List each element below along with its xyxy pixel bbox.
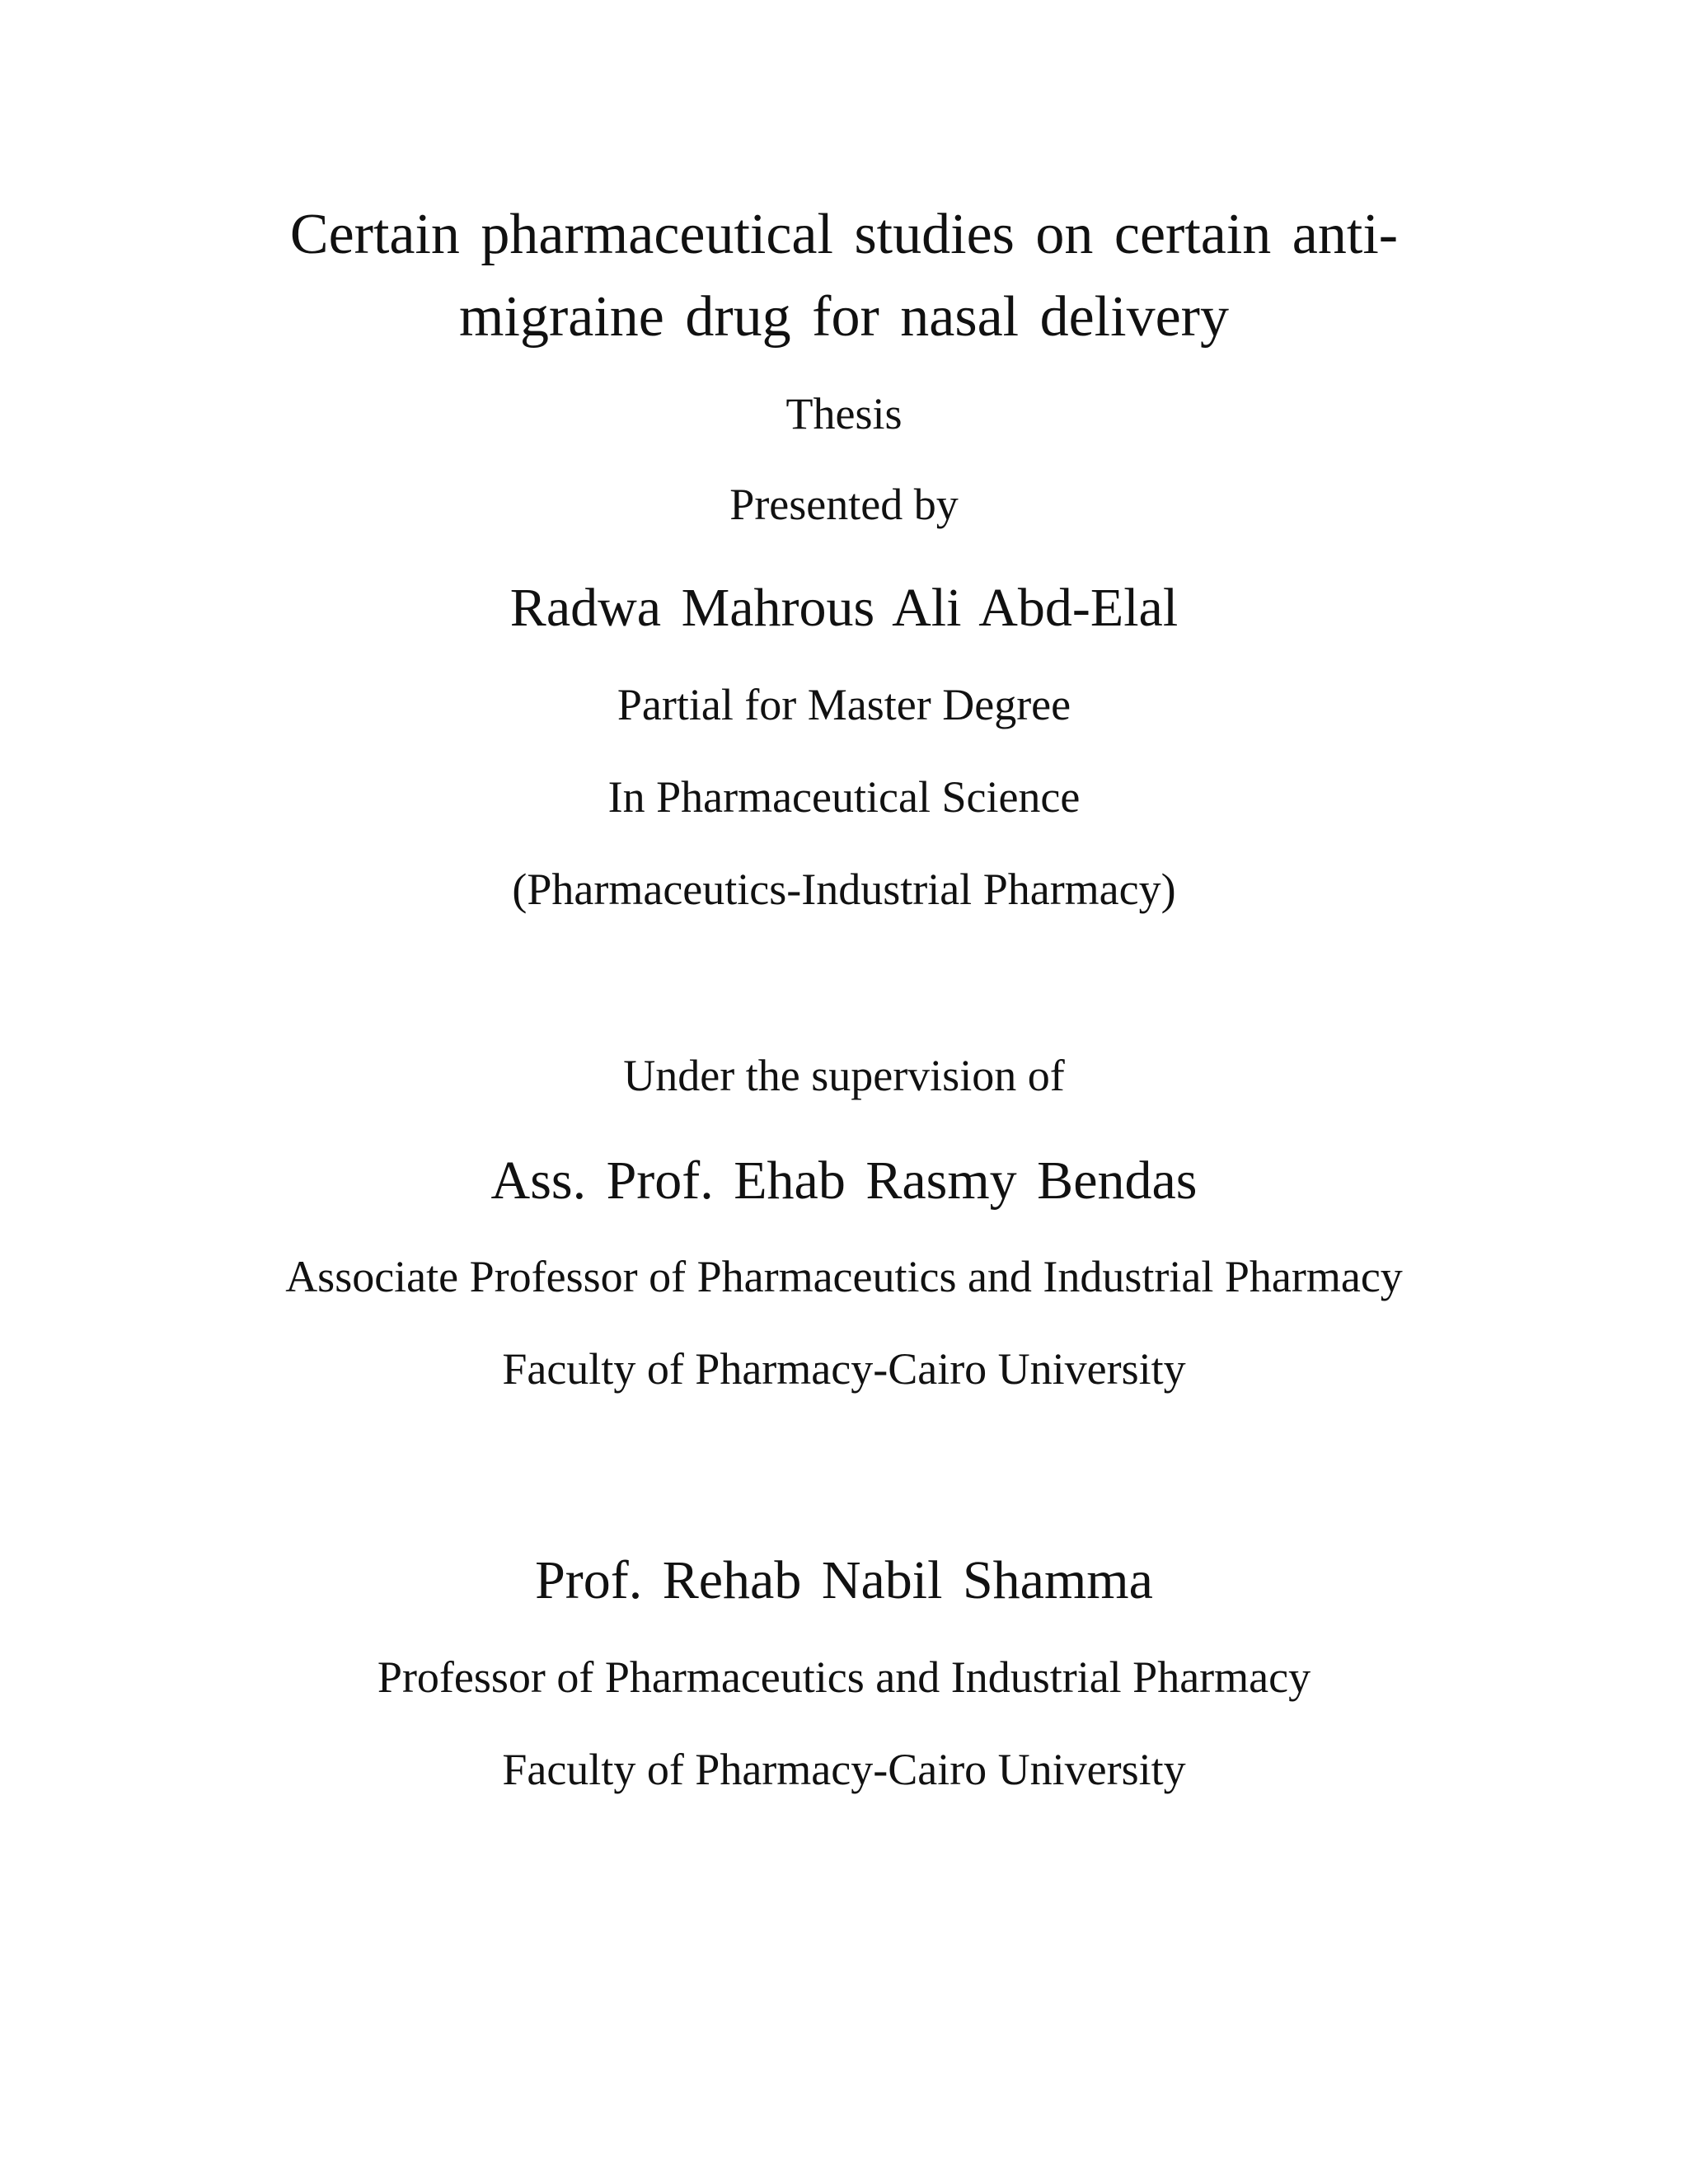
supervisor-1-position: Associate Professor of Pharmaceutics and Industrial Pharmacy: [285, 1252, 1403, 1301]
supervisor-2-affiliation: Faculty of Pharmacy-Cairo University: [502, 1745, 1186, 1794]
degree-line-3: (Pharmaceutics-Industrial Pharmacy): [512, 865, 1176, 914]
degree-line-2: In Pharmaceutical Science: [607, 772, 1081, 822]
supervision-intro: Under the supervision of: [623, 1051, 1065, 1100]
supervisor-1-name: Ass. Prof. Ehab Rasmy Bendas: [490, 1151, 1198, 1211]
thesis-title-line-2: migraine drug for nasal delivery: [459, 285, 1229, 349]
supervisor-1-affiliation: Faculty of Pharmacy-Cairo University: [502, 1344, 1186, 1394]
presented-by-label: Presented by: [729, 480, 959, 529]
supervisor-2-name: Prof. Rehab Nabil Shamma: [535, 1550, 1153, 1610]
thesis-label: Thesis: [785, 389, 903, 438]
degree-line-1: Partial for Master Degree: [617, 680, 1071, 729]
author-name: Radwa Mahrous Ali Abd-Elal: [509, 578, 1179, 638]
supervisor-2-position: Professor of Pharmaceutics and Industrial Pharmacy: [377, 1652, 1311, 1702]
thesis-title-line-1: Certain pharmaceutical studies on certain anti-: [289, 203, 1399, 266]
